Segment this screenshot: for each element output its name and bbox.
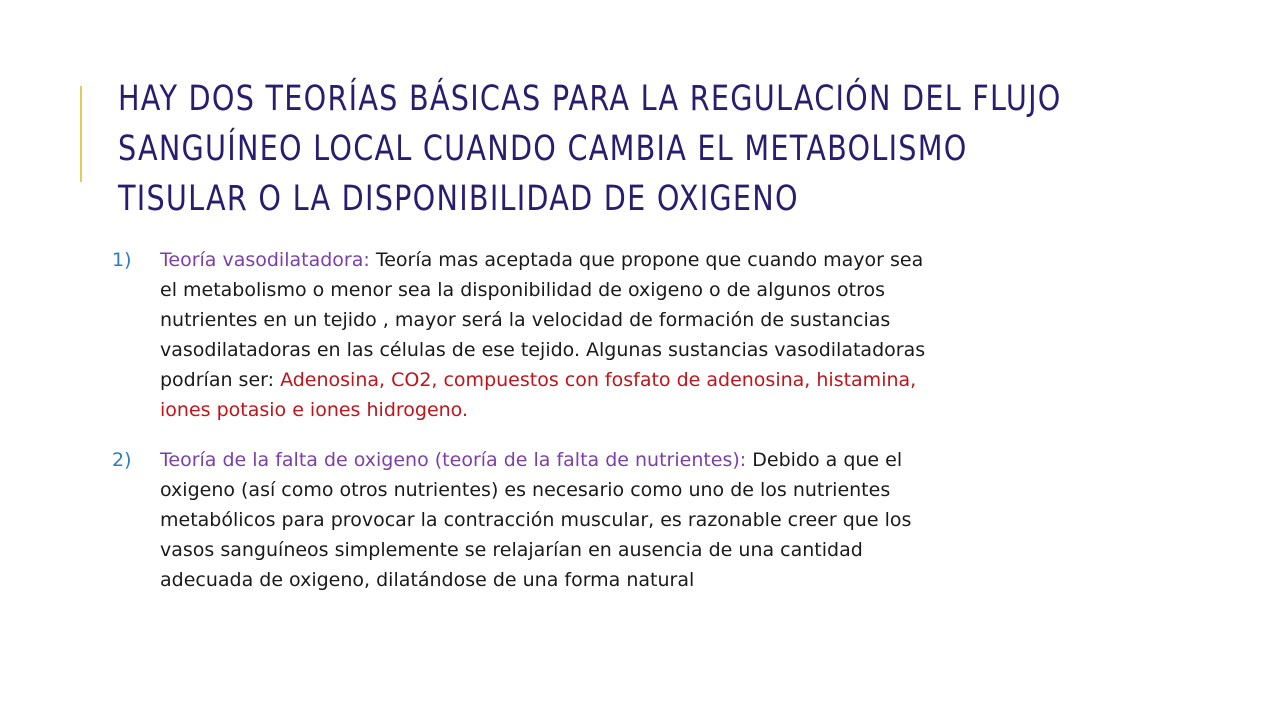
list-marker: 2) xyxy=(112,449,132,471)
substance-list: iones potasio e iones hidrogeno. xyxy=(160,399,469,421)
theory-term: Teoría vasodilatadora: xyxy=(160,249,370,271)
theory-item-vasodilatadora xyxy=(112,245,1112,425)
theory-list xyxy=(112,245,1112,595)
text-segment: podrían ser: xyxy=(160,369,281,391)
accent-bar xyxy=(80,86,82,182)
theory-item-falta-oxigeno xyxy=(112,445,1112,595)
text-line: adecuada de oxigeno, dilatándose de una forma natural xyxy=(160,569,695,591)
text-line: el metabolismo o menor sea la disponibilidad de oxigeno o de algunos otros xyxy=(160,279,886,301)
text-line xyxy=(160,245,1112,275)
text-segment: Teoría mas aceptada que propone que cuando mayor sea xyxy=(369,249,924,271)
text-line: vasos sanguíneos simplemente se relajarían en ausencia de una cantidad xyxy=(160,539,863,561)
title-line: HAY DOS TEORÍAS BÁSICAS PARA LA REGULACIÓN DEL FLUJO xyxy=(118,79,1062,119)
text-line: oxigeno (así como otros nutrientes) es necesario como uno de los nutrientes xyxy=(160,479,891,501)
theory-term: Teoría de la falta de oxigeno (teoría de la falta de nutrientes): xyxy=(160,449,747,471)
slide-title xyxy=(118,74,1062,224)
text-segment: Debido a que el xyxy=(746,449,903,471)
text-line xyxy=(160,365,1112,395)
text-line: vasodilatadoras en las células de ese tejido. Algunas sustancias vasodilatadoras xyxy=(160,339,926,361)
text-line: metabólicos para provocar la contracción muscular, es razonable creer que los xyxy=(160,509,912,531)
substance-list: Adenosina, CO2, compuestos con fosfato de adenosina, histamina, xyxy=(280,369,917,391)
text-line: nutrientes en un tejido , mayor será la velocidad de formación de sustancias xyxy=(160,309,891,331)
title-line: TISULAR O LA DISPONIBILIDAD DE OXIGENO xyxy=(118,179,799,219)
title-line: SANGUÍNEO LOCAL CUANDO CAMBIA EL METABOLISMO xyxy=(118,129,968,169)
list-marker: 1) xyxy=(112,249,132,271)
text-line xyxy=(160,445,1112,475)
